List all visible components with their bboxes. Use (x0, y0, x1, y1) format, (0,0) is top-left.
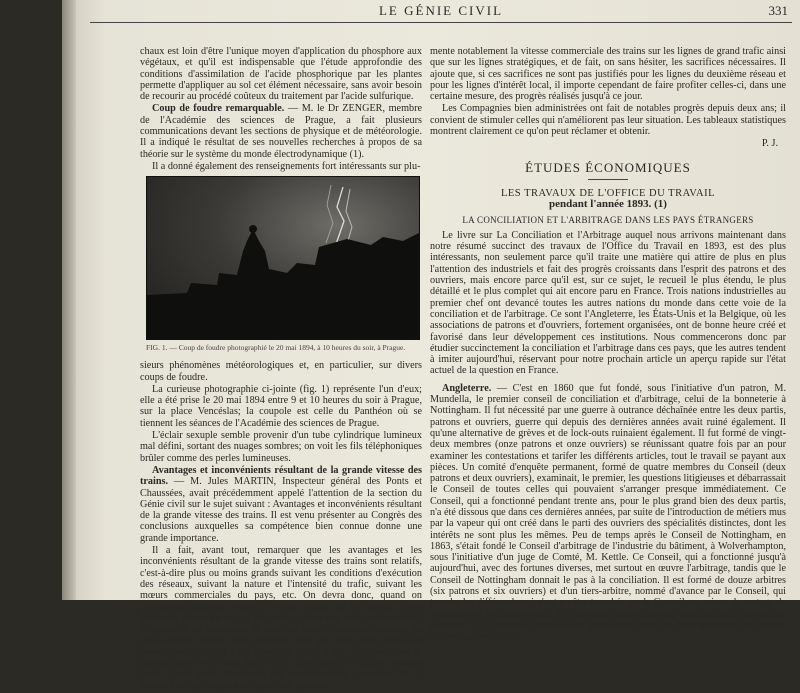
left-paragraph-2 (140, 103, 422, 159)
running-title: LE GÉNIE CIVIL (378, 3, 504, 18)
paragraph-text: — M. le Dr ZENGER, membre de l'Académie des sciences de Prague, a fait plusieurs communications devant les sections de physique et de météorologie. Il a indiqué le résultat de ses nouvelles recherches à propos de sa théorie sur le système du monde électrodynamique (1). (140, 103, 423, 160)
right-paragraph-1: mente notablement la vitesse commerciale des trains sur les lignes de grand trafic ainsi que sur les lignes stratégiques, et de fait, on sans hésiter, les sacrifices nécessaires. Il ajoute que, si ces sacrifices ne sont pas justifiés pour les lignes du deuxième réseau et pour les lignes d'intérêt local, il importe cependant de faire profiter celles-ci, dans une certaine mesure, des progrès réalisés jusqu'à ce jour. (430, 46, 786, 103)
article-subtitle: pendant l'année 1893. (1) (549, 198, 667, 211)
left-paragraph-5: La curieuse photographie ci-jointe (fig. 1) représente l'un d'eux; elle a été prise le 20 mai 1894 entre 9 et 10 heures du soir à Prague, sur la place Vencéslas; la coupole est celle du Panthéon où se tiennent les séances de l'Académie des sciences de Prague. (140, 383, 422, 429)
section-rule (588, 179, 628, 180)
left-paragraph-3: Il a donné également des renseignements fort intéressants sur plu- (152, 160, 421, 172)
lightning-photograph-drawing (147, 177, 419, 339)
right-paragraph-3: Le livre sur La Conciliation et l'Arbitrage auquel nous arrivons maintenant dans notre résumé succinct des travaux de l'Office du Travail en 1893, est des plus intéressants, non seulement parce qu'il traite une matière qui attire de plus en plus l'attention des industriels et fait des progrès croissants dans l'esprit des patrons et des ouvriers, mais encore parce qu'il est, sur ce sujet, le recueil le plus étendu, le plus détaillé et le plus complet qui ait encore paru en France. Trois nations industrielles au premier chef ont devancé toutes les autres nations du monde dans cette voie de la conciliation et de l'arbitrage. Ce sont l'Angleterre, les États-Unis et la Belgique, où les associations de patrons et d'ouvriers, fortement organisées, ont de bonne heure créé et favorisé dans leur développement ces institutions. Nous commencerons donc par étudier succinctement la conciliation et l'arbitrage dans ces pays, que les autres tendent à imiter aujourd'hui, réservant pour notre prochain article un aperçu rapide sur l'état actuel de la question en France. (430, 229, 786, 377)
article-subheading: LA CONCILIATION ET L'ARBITRAGE DANS LES PAYS ÉTRANGERS (462, 214, 754, 225)
left-paragraph-1: chaux est loin d'être l'unique moyen d'application du phosphore aux végétaux, et qu'il est indispensable que l'étude approfondie des conditions d'assimilation de l'acide phosphorique par les plantes permette d'appliquer au sol cet élément nécessaire, sans avoir besoin de recourir au procédé coûteux du traitement par l'acide sulfurique. (140, 46, 422, 103)
paragraph-heading: Avantages et inconvénients résultant de la grande vitesse des trains. (140, 464, 422, 488)
left-paragraph-7 (140, 465, 422, 544)
article-title: LES TRAVAUX DE L'OFFICE DU TRAVAIL (500, 187, 716, 199)
lightning-bolt-3 (326, 185, 333, 243)
page-header (90, 0, 792, 23)
article-signature: P. J. (761, 138, 778, 150)
lightning-photograph (146, 176, 420, 340)
right-paragraph-2: Les Compagnies bien administrées ont fait de notables progrès depuis deux ans; il convient de stimuler celles qui n'améliorent pas leur situation. Les tableaux statistiques montrent clairement ce qu'on peut réclamer et obtenir. (430, 103, 786, 138)
paragraph-heading: Coup de foudre remarquable. (152, 103, 285, 115)
paragraph-heading: Angleterre. (442, 382, 492, 394)
left-paragraph-6: L'éclair sexuple semble provenir d'un tube cylindrique lumineux mal défini, sortant des nuages sombres; on voit les fils téléphoniques brûler comme des perles lumineuses. (140, 430, 422, 464)
paragraph-text: — C'est en 1860 que fut fondé, sous l'initiative d'un patron, M. Mundella, le premier conseil de conciliation et d'arbitrage, celui de la bonneterie à Nottingham. Il fut nécessité par une guerre à outrance déchaînée entre les deux partis, patrons et ouvriers, guerre qui depuis des dernières années avait ruiné également. Il qu'une alternative de grèves et de lock-outs ruinaient également. Il fut formé de vingt-deux membres (onze patrons et onze ouvriers) se réunissant quatre fois par an pour examiner les contestations et tarifer les différents articles, tout le travail se payant aux pièces. Un comité d'enquête permanent, formé de quatre membres du Conseil (deux patrons et deux ouvriers), examinait, le premier, les questions litigieuses et débarrassait le Conseil de toutes celles qui pouvaient s'arranger presque immédiatement. Ce Conseil, qui a fonctionné pendant trente ans, pour le plus grand bien des deux partis, n'a été dissous que dans ces dernières années, par suite de l'introduction de métiers mus par la vapeur qui ont créé dans le parti des ouvriers des spécialités distinctes, dont les intérêts ne sont plus les mêmes. Peu de temps après le Conseil de Nottingham, en 1863, s'était fondé le Conseil d'arbitrage de l'industrie du bâtiment, à Wolverhampton, sous l'initiative d'un juge de Comté, M. Kettle. Ce Conseil, qui a fonctionné jusqu'à aujourd'hui, avec des fortunes diverses, met surtout en œuvre l'arbitrage, tandis que le Conseil de Nottingham donnait le pas à la conciliation. Il est formé de douze arbitres (six patrons et six ouvriers) et d'un tiers-arbitre, nommé d'avance par le Conseil, qui tranche les différends qui n'ont pu être tranchés par le Conseil par raison de partage de voix ou pour tout autre motif. Il ne s'occupe que des intérêts généraux de l'industrie du bâtiment. Un Conseil de conciliation permanent formé de deux membres du Conseil d'arbitrage (un patron (430, 382, 787, 643)
paragraph-text: — M. Jules MARTIN, Inspecteur général des Ponts et Chaussées, avait précédemment appelé l'attention de la section du Génie civil sur le sujet suivant : Avantages et inconvénients résultant de la grande vitesse des trains. Il est venu présenter au Congrès des conclusions auxquelles sa compétence bien connue donne une grande importance. (140, 476, 422, 544)
binding-gutter (62, 0, 76, 600)
right-paragraph-4 (430, 383, 786, 643)
left-column (140, 46, 422, 693)
spacer (430, 151, 786, 156)
section-title: ÉTUDES ÉCONOMIQUES (525, 159, 691, 175)
figure-caption: FIG. 1. — Coup de foudre photographié le 20 mai 1894, à 10 heures du soir, à Prague. (146, 343, 406, 353)
left-paragraph-8: Il a fait, avant tout, remarquer que les avantages et les inconvénients résultant de la grande vitesse des trains sont relatifs, c'est-à-dire plus ou moins grands suivant les conditions d'exécution des réseaux, suivant la nature et l'intensité du trafic, suivant les mœurs commerciales du pays, etc. On devra donc, quand on comparera plusieurs réseaux, ne pas oublier de les étudier à ces différents points de vue, si l'on veut en faire une critique impartiale. Pour cela, il est nécessaire de faire une classification des réseaux; on peut adopter comme assez logique celle qui était suivie avant les conventions de 1893 : 1re lignes de grand trafic; 2e lignes dont la recette varie de 15 000 francs à 20 000 francs; 3e lignes d'intérêt local. Après avoir développé ces considérations générales, M. J. Martin fixe les idées sur ce qu'on doit entendre (140, 545, 422, 692)
city-skyline-silhouette (147, 229, 419, 339)
left-paragraph-4: sieurs phénomènes météorologiques et, en particulier, sur divers coups de foudre. (140, 360, 422, 383)
page-number: 331 (768, 3, 788, 18)
right-column (430, 46, 786, 644)
dome-cupola (249, 225, 257, 233)
